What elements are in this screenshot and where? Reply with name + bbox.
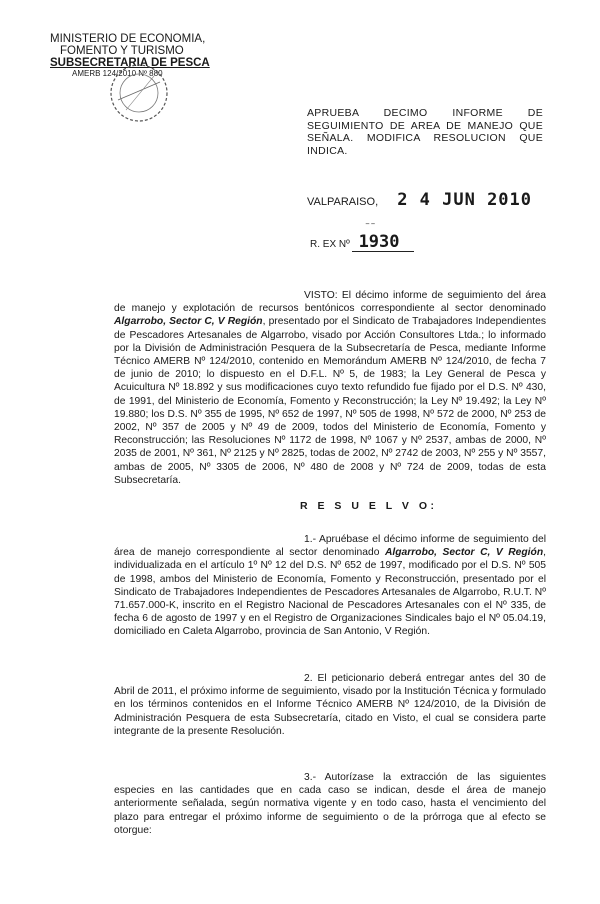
ministry-line-2: FOMENTO Y TURISMO [60, 45, 184, 57]
date-stamp: 2 4 JUN 2010 [397, 190, 533, 210]
item-1-paragraph [114, 533, 546, 639]
resolution-number-value: 1930 [358, 232, 400, 252]
item-2-paragraph [114, 672, 546, 738]
reference-code: AMERB 124/2010 Nº 880 [72, 69, 163, 78]
ministry-line: MINISTERIO DE ECONOMIA, [50, 33, 206, 45]
subject-line: INDICA. [307, 144, 348, 157]
resolution-label: R. EX Nº [310, 239, 350, 250]
visto-paragraph [114, 289, 546, 487]
item-3-text: 3.- Autorízase la extracción de las siguientes especies en las cantidades que en cada caso se indican, desde el área de manejo anteriormente señalada, según normativa vigente y en todo caso, hasta el vencimiento del plazo para entregar el próximo informe de seguimiento o de la prórroga que al efecto se otorgue: [114, 772, 546, 836]
item-2-text: 2. El peticionario deberá entregar antes del 30 de Abril de 2011, el próximo informe de seguimiento, visado por la Institución Técnica y formulado en los términos contenidos en el Informe Técnico AMERB Nº 124/2010, de la División de Administración Pesquera de esta Subsecretaría, citado en Visto, el cual se considera parte integrante de la presente Resolución. [114, 673, 546, 737]
resolution-subject [307, 107, 543, 157]
subject-line: APRUEBA DECIMO INFORME DE [307, 107, 543, 119]
item-3-paragraph [114, 771, 546, 837]
underline [352, 251, 414, 252]
sector-name: Algarrobo, Sector C, V Región [384, 547, 544, 559]
official-seal-stamp [104, 60, 174, 126]
item-1-text-b: , individualizada en el artículo 1º Nº 12 del D.S. Nº 652 de 1997, modificado por el D.S. Nº 505 de 1998, ambos del Ministerio de Economía, Fomento y Reconstrucción, presentado por el Sindicato de Trabajadores Independientes de Pescadores Artesanales de Algarrobo, R.U.T. Nº 71.657.000-K, inscrito en el Registro Nacional de Pescadores Artesanales con el Nº 335, de fecha 6 de agosto de 1997 y en el Registro de Organizaciones Sindicales bajo el Nº 05.04.19, domiciliado en Caleta Algarrobo, provincia de San Antonio, V Región. [114, 547, 547, 638]
resuelvo-heading: R E S U E L V O: [300, 500, 438, 512]
city: VALPARAISO, [307, 196, 379, 208]
subsecretaria-line: SUBSECRETARIA DE PESCA [50, 57, 210, 69]
visto-text-1: VISTO: El décimo informe de seguimiento del área de manejo y explotación de recursos bentónicos correspondiente al sector denominado [114, 290, 546, 315]
item-1-text-a: 1.- Apruébase el décimo informe de seguimiento del área de manejo correspondiente al sector denominado [114, 534, 546, 559]
sector-name: Algarrobo, Sector C, V Región [114, 316, 263, 328]
ink-mark: ‾ ‾ [366, 223, 375, 233]
resolution-number [310, 223, 400, 252]
subject-line: SEGUIMIENTO DE AREA DE MANEJO QUE [307, 119, 543, 132]
subject-line: SEÑALA. MODIFICA RESOLUCION QUE [307, 132, 543, 144]
place-date [307, 190, 532, 210]
visto-text-2: , presentado por el Sindicato de Trabajadores Independientes de Pescadores Artesanales de Algarrobo, visado por Acción Consultores Ltda.; lo informado por la División de Administración Pesquera de la Subsecretaría de Pesca, mediante Informe Técnico AMERB Nº 124/2010, contenido en Memorándum AMERB Nº 124/2010, de fecha 7 de junio de 2010; lo dispuesto en el D.F.L. Nº 5, de 1983; la Ley General de Pesca y Acuicultura Nº 18.892 y sus modificaciones cuyo texto refundido fue fijado por el D.S. Nº 430, de 1991, del Ministerio de Economía, Fomento y Reconstrucción; la Ley Nº 19.492; la Ley Nº 19.880; los D.S. Nº 355 de 1995, Nº 652 de 1997, Nº 505 de 1998, Nº 572 de 2000, Nº 253 de 2002, Nº 357 de 2005 y Nº 49 de 2009, todos del Ministerio de Economía, Fomento y Reconstrucción; las Resoluciones Nº 1172 de 1998, Nº 1067 y Nº 2537, ambas de 2000, Nº 2035 de 2001, Nº 361, Nº 2125 y Nº 2825, todas de 2002, Nº 2742 de 2003, Nº 255 y Nº 3557, ambas de 2005, Nº 3305 de 2006, Nº 480 de 2008 y Nº 724 de 2009, todas de esta Subsecretaría. [114, 316, 546, 486]
